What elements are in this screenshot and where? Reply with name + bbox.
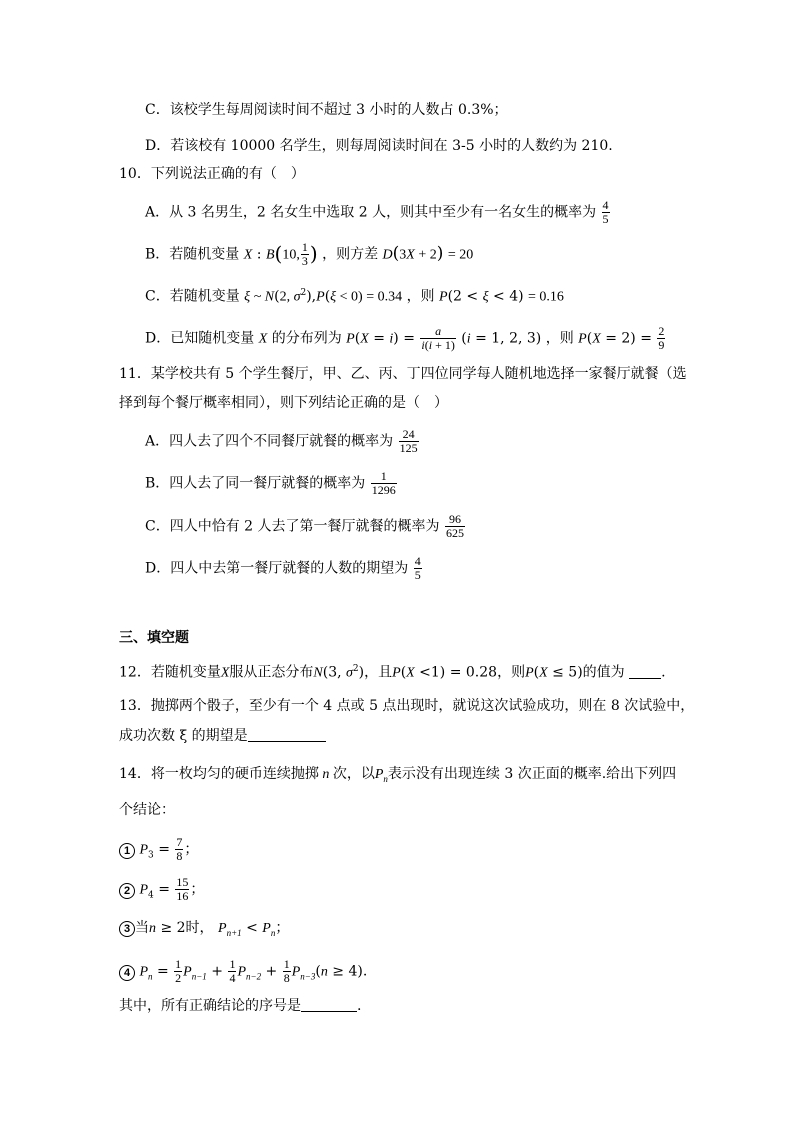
- fraction: $\frac{1}{4}$: [229, 957, 236, 985]
- q14-conclusion-2: 2 $P_4$ = $\frac{15}{16}$ ；: [119, 876, 204, 905]
- circled-2-icon: 2: [119, 883, 135, 899]
- math-expr: X: [243, 247, 253, 263]
- q10-option-b: B．若随机变量 X : B(10, $\frac{1}{3}$ ) ，则方差 D(3X + 2) = 20: [145, 240, 474, 268]
- fraction: $\frac{15}{16}$: [176, 875, 189, 903]
- q13-line1: 13．抛掷两个骰子，至少有一个 4 点或 5 点出现时，就说这次试验成功，则在 8 次试验中，: [119, 698, 695, 714]
- q10-stem: 10．下列说法正确的有（ ）: [119, 166, 305, 182]
- q14-line1: 14．将一枚均匀的硬币连续抛掷 n 次，以$P_n$表示没有出现连续 3 次正面的概率.给出下列四: [119, 766, 677, 784]
- fraction: $\frac{7}{8}$: [176, 835, 183, 863]
- section-title: 三、填空题: [119, 629, 189, 645]
- q10-option-c: C．若随机变量 ξ ~ N(2, $\sigma^2),P(\xi < 0) = 0.34$ ，则 P(2 < ξ < 4) = 0.16: [145, 288, 564, 305]
- q10-option-d: D．已知随机变量 X 的分布列为 P(X = i) = $\frac{a}{i(i + 1)}$ (i = 1, 2, 3) ，则 P(X = 2) = $\frac{2}{9}$: [145, 324, 665, 352]
- q11-option-b: B．四人去了同一餐厅就餐的概率为 $\frac{1}{1296}$: [145, 469, 396, 497]
- fraction: $\frac{96}{625}$: [445, 512, 464, 540]
- q14-line2: 个结论：: [119, 802, 175, 818]
- q11-option-c: C．四人中恰有 2 人去了第一餐厅就餐的概率为 $\frac{96}{625}$: [145, 512, 464, 540]
- q13-line2: 成功次数 ξ 的期望是: [119, 726, 326, 746]
- fraction: $\frac{2}{9}$: [658, 324, 665, 352]
- fraction: $\frac{1}{1296}$: [371, 469, 396, 497]
- fraction: $\frac{a}{i(i + 1)}$: [421, 324, 455, 352]
- answer-blank[interactable]: [248, 727, 326, 742]
- fraction: $\frac{4}{5}$: [602, 198, 609, 226]
- circled-3-icon: 3: [119, 921, 135, 937]
- q10-option-b-text: B．若随机变量: [145, 246, 240, 263]
- fraction: $\frac{1}{8}$: [283, 957, 290, 985]
- q10-option-a-text: A．从 3 名男生，2 名女生中选取 2 人，则其中至少有一名女生的概率为: [145, 204, 597, 221]
- q10-option-a: [145, 199, 611, 226]
- q11-option-a: A．四人去了四个不同餐厅就餐的概率为 $\frac{24}{125}$: [145, 427, 418, 455]
- q14-conclusion-3: 3 当n ≥ 2时， $P_{n+1} < P_n$；: [119, 918, 289, 943]
- answer-blank[interactable]: [301, 997, 357, 1012]
- q12: 12．若随机变量X服从正态分布N(3, $\sigma^2$)，且P(X <1) = 0.28，则P(X ≤ 5)的值为 .: [119, 664, 666, 681]
- q9-option-d: D．若该校有 10000 名学生，则每周阅读时间在 3-5 小时的人数约为 210.: [145, 138, 613, 154]
- math-expr: B: [265, 247, 275, 263]
- q11-stem-line2: 择到每个餐厅概率相同），则下列结论正确的是（ ）: [119, 395, 448, 411]
- answer-blank[interactable]: [629, 664, 661, 679]
- fraction: $\frac{1}{3}$: [301, 240, 308, 268]
- fraction: $\frac{1}{2}$: [175, 957, 182, 985]
- fraction: $\frac{4}{5}$: [414, 554, 421, 582]
- circled-4-icon: 4: [119, 965, 135, 981]
- q11-option-d: D．四人中去第一餐厅就餐的人数的期望为 $\frac{4}{5}$: [145, 554, 421, 582]
- q11-stem-line1: 11．某学校共有 5 个学生餐厅，甲、乙、丙、丁四位同学每人随机地选择一家餐厅就餐（选: [119, 366, 687, 382]
- q14-conclusion-4: 4 $P_n$ = $\frac{1}{2}$ $P_{n-1}$ + $\frac{1}{4}$ $P_{n-2}$ + $\frac{1}{8}$ $P_{n-3}(n \ge 4)$.: [119, 958, 367, 986]
- circled-1-icon: 1: [119, 843, 135, 859]
- fraction: $\frac{24}{125}$: [399, 427, 418, 455]
- q9-option-c: C．该校学生每周阅读时间不超过 3 小时的人数占 0.3%；: [145, 102, 508, 118]
- q14-conclusion-1: 1 $P_3$ = $\frac{7}{8}$ ；: [119, 836, 198, 865]
- q14-final: 其中，所有正确结论的序号是 .: [119, 998, 362, 1014]
